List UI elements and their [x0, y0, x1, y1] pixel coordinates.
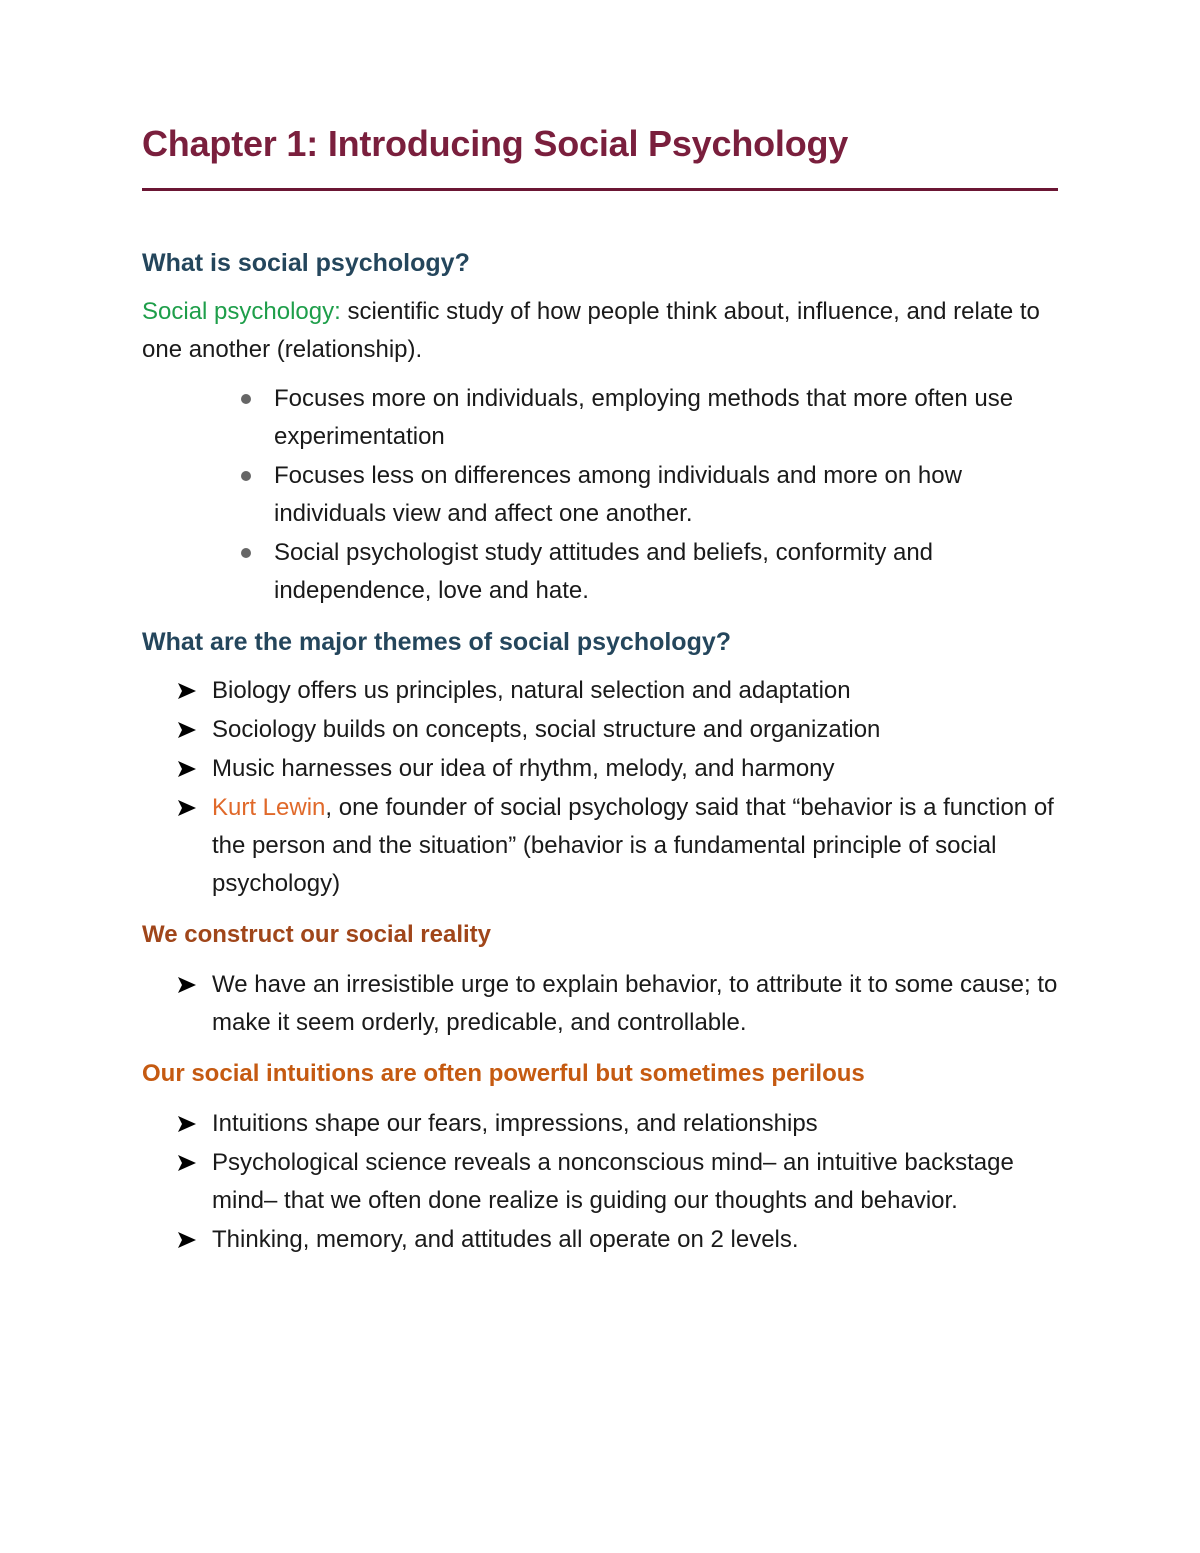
list-item-text: We have an irresistible urge to explain behavior, to attribute it to some cause; to make it seem orderly, predicable, and controllable. [212, 971, 1058, 1036]
arrow-list-reality [142, 966, 1058, 1042]
arrow-list-intuitions [142, 1105, 1058, 1259]
list-item-text: Psychological science reveals a nonconscious mind– an intuitive backstage mind– that we often done realize is guiding our thoughts and behavior. [212, 1149, 1014, 1214]
list-item [142, 750, 1058, 788]
definition-text: scientific study of how people think about, influence, and relate to one another (relationship). [142, 298, 1040, 363]
list-item [142, 1221, 1058, 1259]
arrow-bullet-icon [176, 1153, 198, 1173]
subheading-social-reality: We construct our social reality [142, 921, 491, 948]
list-item-text: Intuitions shape our fears, impressions, and relationships [212, 1110, 818, 1137]
list-item-text: Sociology builds on concepts, social structure and organization [212, 716, 881, 743]
document-page [142, 118, 1058, 1260]
arrow-bullet-icon [176, 1230, 198, 1250]
bullet-dot-icon [241, 394, 251, 404]
list-item [142, 1105, 1058, 1143]
arrow-bullet-icon [176, 759, 198, 779]
title-divider [142, 188, 1058, 191]
arrow-bullet-icon [176, 798, 198, 818]
arrow-bullet-icon [176, 1114, 198, 1134]
page-title: Chapter 1: Introducing Social Psychology [142, 123, 849, 164]
list-item [142, 789, 1058, 903]
arrow-list-themes [142, 672, 1058, 903]
list-item [142, 457, 1058, 533]
bullet-dot-icon [241, 548, 251, 558]
arrow-bullet-icon [176, 720, 198, 740]
arrow-bullet-icon [176, 681, 198, 701]
section-heading-major-themes: What are the major themes of social psychology? [142, 628, 732, 656]
arrow-bullet-icon [176, 975, 198, 995]
bullet-list-focus [142, 380, 1058, 610]
list-item [142, 380, 1058, 456]
list-item-text: Music harnesses our idea of rhythm, melody, and harmony [212, 755, 835, 782]
list-item-text: Focuses less on differences among individuals and more on how individuals view and affect one another. [274, 462, 962, 527]
list-item-text: , one founder of social psychology said that “behavior is a function of the person and the situation” (behavior is a fundamental principle of social psychology) [212, 794, 1054, 897]
section-heading-what-is: What is social psychology? [142, 249, 470, 277]
kurt-lewin-term: Kurt Lewin [212, 794, 326, 821]
bullet-dot-icon [241, 471, 251, 481]
definition-paragraph [142, 293, 1058, 369]
list-item [142, 672, 1058, 710]
list-item [142, 534, 1058, 610]
list-item-text: Thinking, memory, and attitudes all operate on 2 levels. [212, 1226, 799, 1253]
list-item-text: Social psychologist study attitudes and beliefs, conformity and independence, love and hate. [274, 539, 934, 604]
subheading-social-intuitions: Our social intuitions are often powerful but sometimes perilous [142, 1060, 865, 1087]
definition-term: Social psychology: [142, 298, 341, 325]
list-item-text: Focuses more on individuals, employing methods that more often use experimentation [274, 385, 1014, 450]
list-item-text: Biology offers us principles, natural selection and adaptation [212, 677, 851, 704]
list-item [142, 1144, 1058, 1220]
list-item [142, 966, 1058, 1042]
list-item [142, 711, 1058, 749]
